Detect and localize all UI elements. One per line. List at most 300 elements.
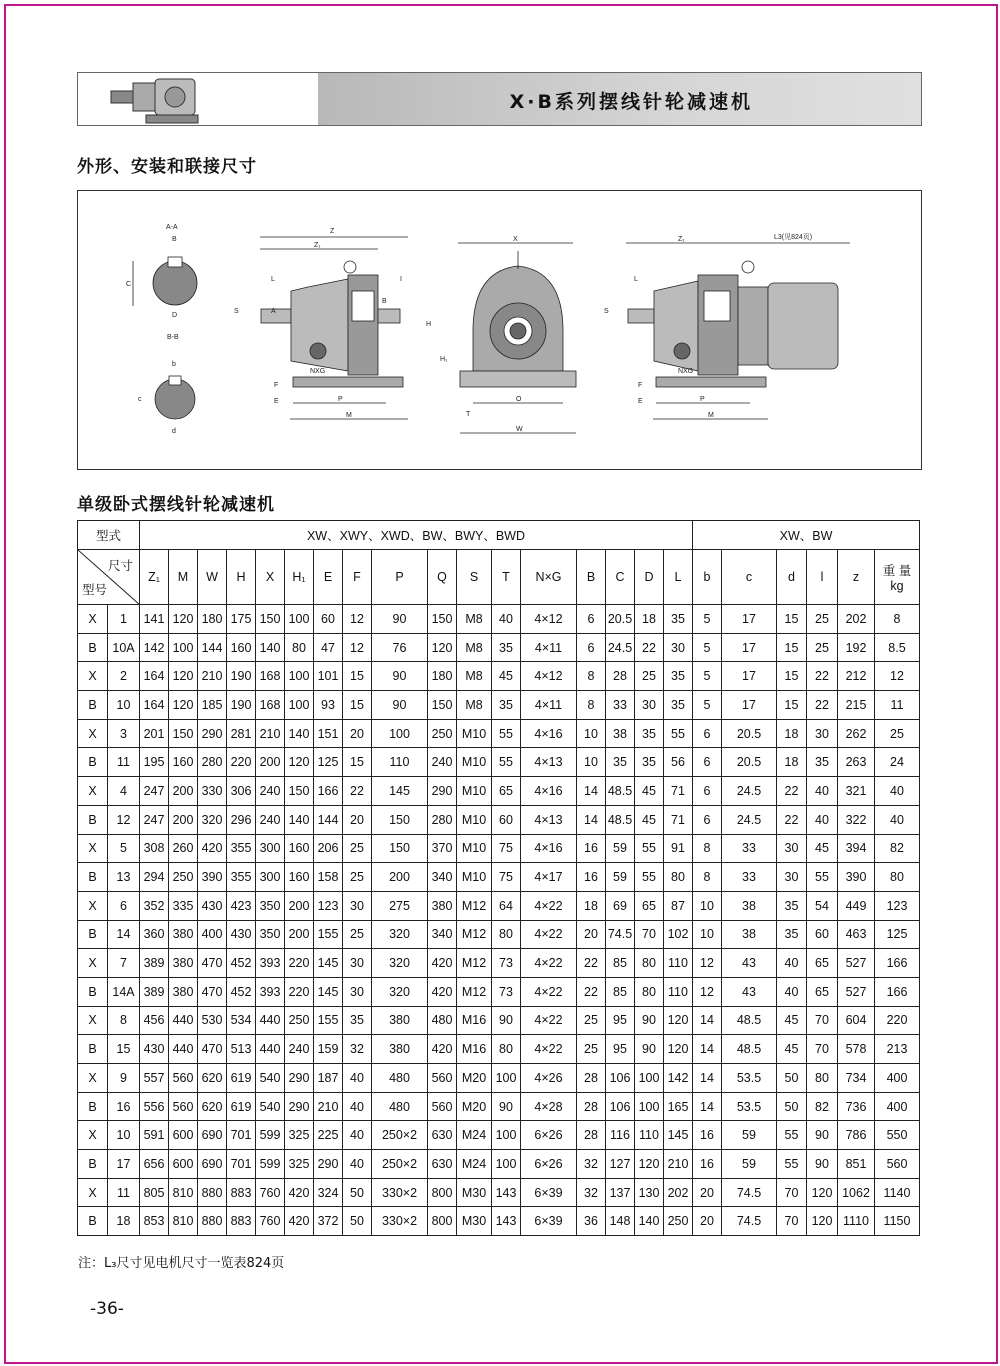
table-cell: B bbox=[78, 1092, 108, 1121]
table-cell: 28 bbox=[606, 662, 635, 691]
table-cell: 40 bbox=[777, 977, 807, 1006]
svg-text:d: d bbox=[172, 428, 176, 435]
table-cell: 120 bbox=[169, 662, 198, 691]
table-cell: 296 bbox=[227, 805, 256, 834]
svg-text:L3(见824页): L3(见824页) bbox=[774, 234, 813, 241]
table-cell: 24 bbox=[875, 748, 920, 777]
table-cell: 65 bbox=[807, 949, 838, 978]
side-view-drawing bbox=[234, 228, 408, 419]
table-cell: 76 bbox=[372, 633, 428, 662]
table-cell: 22 bbox=[777, 777, 807, 806]
table-cell: 220 bbox=[227, 748, 256, 777]
column-header: H bbox=[227, 550, 256, 605]
table-cell: 123 bbox=[875, 891, 920, 920]
table-cell: M10 bbox=[457, 863, 492, 892]
table-cell: 87 bbox=[664, 891, 693, 920]
table-cell: 290 bbox=[285, 1064, 314, 1093]
table-cell: 540 bbox=[256, 1064, 285, 1093]
table-row bbox=[78, 1150, 920, 1179]
table-cell: B bbox=[78, 920, 108, 949]
table-cell: 250 bbox=[169, 863, 198, 892]
table-cell: 24.5 bbox=[722, 805, 777, 834]
table-cell: 164 bbox=[140, 691, 169, 720]
table-cell: B bbox=[78, 633, 108, 662]
table-cell: 452 bbox=[227, 977, 256, 1006]
table-cell: 16 bbox=[577, 863, 606, 892]
column-header: B bbox=[577, 550, 606, 605]
table-cell: 80 bbox=[635, 949, 664, 978]
table-cell: 20 bbox=[693, 1207, 722, 1236]
diagonal-header-cell bbox=[78, 550, 140, 605]
svg-text:F: F bbox=[638, 382, 643, 389]
table-cell: M8 bbox=[457, 633, 492, 662]
table-cell: 389 bbox=[140, 977, 169, 1006]
svg-text:B: B bbox=[172, 236, 177, 243]
table-cell: 120 bbox=[664, 1006, 693, 1035]
table-row bbox=[78, 863, 920, 892]
table-cell: 40 bbox=[343, 1150, 372, 1179]
table-cell: 440 bbox=[256, 1006, 285, 1035]
table-cell: 560 bbox=[428, 1092, 457, 1121]
table-cell: 40 bbox=[343, 1121, 372, 1150]
table-cell: 159 bbox=[314, 1035, 343, 1064]
svg-text:F: F bbox=[274, 382, 279, 389]
table-cell: M10 bbox=[457, 748, 492, 777]
table-cell: 45 bbox=[777, 1006, 807, 1035]
table-cell: 420 bbox=[428, 977, 457, 1006]
table-cell: 110 bbox=[664, 949, 693, 978]
table-cell: 90 bbox=[492, 1092, 521, 1121]
table-cell: 321 bbox=[838, 777, 875, 806]
table-cell: 100 bbox=[169, 633, 198, 662]
table-cell: 5 bbox=[693, 691, 722, 720]
table-cell: 12 bbox=[693, 949, 722, 978]
column-header: Q bbox=[428, 550, 457, 605]
column-header: d bbox=[777, 550, 807, 605]
table-cell: 20 bbox=[577, 920, 606, 949]
table-cell: 137 bbox=[606, 1178, 635, 1207]
table-cell: 91 bbox=[664, 834, 693, 863]
table-cell: 262 bbox=[838, 719, 875, 748]
table-cell: 12 bbox=[343, 605, 372, 634]
table-cell: 600 bbox=[169, 1150, 198, 1179]
header-title: X·B系列摆线针轮减速机 bbox=[509, 91, 753, 113]
table-cell: 168 bbox=[256, 691, 285, 720]
table-cell: 100 bbox=[635, 1064, 664, 1093]
table-cell: 100 bbox=[372, 719, 428, 748]
type-label: 型式 bbox=[78, 521, 140, 550]
table-cell: 28 bbox=[577, 1064, 606, 1093]
table-cell: 420 bbox=[285, 1207, 314, 1236]
table-cell: 560 bbox=[169, 1064, 198, 1093]
svg-text:M: M bbox=[708, 412, 714, 419]
table-cell: 85 bbox=[606, 949, 635, 978]
table-cell: 220 bbox=[875, 1006, 920, 1035]
table-cell: 185 bbox=[198, 691, 227, 720]
table-cell: 213 bbox=[875, 1035, 920, 1064]
table-cell: 619 bbox=[227, 1064, 256, 1093]
table-cell: 123 bbox=[314, 891, 343, 920]
table-cell: 82 bbox=[807, 1092, 838, 1121]
table-cell: B bbox=[78, 1035, 108, 1064]
table-cell: 45 bbox=[777, 1035, 807, 1064]
table-cell: 206 bbox=[314, 834, 343, 863]
column-header: C bbox=[606, 550, 635, 605]
table-cell: 280 bbox=[428, 805, 457, 834]
table-cell: 8 bbox=[693, 834, 722, 863]
table-cell: 35 bbox=[664, 605, 693, 634]
table-cell: 8 bbox=[108, 1006, 140, 1035]
table-cell: 340 bbox=[428, 920, 457, 949]
table-cell: 325 bbox=[285, 1150, 314, 1179]
table-cell: 17 bbox=[108, 1150, 140, 1179]
table-cell: 120 bbox=[664, 1035, 693, 1064]
table-cell: 20 bbox=[343, 719, 372, 748]
table-cell: 100 bbox=[635, 1092, 664, 1121]
table-cell: 215 bbox=[838, 691, 875, 720]
table-cell: 32 bbox=[577, 1150, 606, 1179]
table-cell: 620 bbox=[198, 1064, 227, 1093]
column-header: T bbox=[492, 550, 521, 605]
table-cell: 4×22 bbox=[521, 920, 577, 949]
column-header: H₁ bbox=[285, 550, 314, 605]
table-cell: 320 bbox=[198, 805, 227, 834]
table-cell: M30 bbox=[457, 1207, 492, 1236]
table-cell: 175 bbox=[227, 605, 256, 634]
table-cell: 390 bbox=[198, 863, 227, 892]
table-cell: M20 bbox=[457, 1092, 492, 1121]
table-cell: 300 bbox=[256, 834, 285, 863]
table-cell: 1140 bbox=[875, 1178, 920, 1207]
table-cell: 1062 bbox=[838, 1178, 875, 1207]
table-row bbox=[78, 1035, 920, 1064]
table-cell: 106 bbox=[606, 1092, 635, 1121]
table-cell: 423 bbox=[227, 891, 256, 920]
table-cell: 55 bbox=[777, 1150, 807, 1179]
table-cell: 120 bbox=[807, 1178, 838, 1207]
table-cell: 883 bbox=[227, 1178, 256, 1207]
column-header: S bbox=[457, 550, 492, 605]
section-aa-drawing bbox=[126, 224, 197, 435]
table-cell: X bbox=[78, 1064, 108, 1093]
table-cell: 30 bbox=[343, 891, 372, 920]
table-cell: 400 bbox=[875, 1092, 920, 1121]
table-cell: 810 bbox=[169, 1178, 198, 1207]
table-cell: M10 bbox=[457, 805, 492, 834]
table-cell: 690 bbox=[198, 1121, 227, 1150]
table-cell: 210 bbox=[664, 1150, 693, 1179]
table-cell: 144 bbox=[198, 633, 227, 662]
column-header: W bbox=[198, 550, 227, 605]
column-header: F bbox=[343, 550, 372, 605]
table-cell: 322 bbox=[838, 805, 875, 834]
table-cell: M16 bbox=[457, 1006, 492, 1035]
table-cell: 240 bbox=[428, 748, 457, 777]
table-cell: 10 bbox=[693, 891, 722, 920]
table-cell: 17 bbox=[722, 605, 777, 634]
svg-text:B: B bbox=[382, 298, 387, 305]
table-cell: 166 bbox=[875, 949, 920, 978]
table-cell: 11 bbox=[108, 1178, 140, 1207]
table-cell: 225 bbox=[314, 1121, 343, 1150]
table-cell: 480 bbox=[372, 1064, 428, 1093]
table-cell: 10 bbox=[108, 691, 140, 720]
table-row bbox=[78, 1178, 920, 1207]
table-cell: 6×26 bbox=[521, 1150, 577, 1179]
table-cell: 38 bbox=[606, 719, 635, 748]
table-cell: M8 bbox=[457, 662, 492, 691]
table-cell: 308 bbox=[140, 834, 169, 863]
table-cell: 10 bbox=[577, 748, 606, 777]
table-cell: 320 bbox=[372, 949, 428, 978]
table-cell: 15 bbox=[777, 662, 807, 691]
weight-header bbox=[875, 550, 920, 605]
table-cell: 851 bbox=[838, 1150, 875, 1179]
dimension-table bbox=[77, 520, 920, 1236]
table-cell: 71 bbox=[664, 777, 693, 806]
table-cell: 560 bbox=[428, 1064, 457, 1093]
table-cell: 35 bbox=[635, 748, 664, 777]
table-cell: 656 bbox=[140, 1150, 169, 1179]
table-cell: 800 bbox=[428, 1207, 457, 1236]
table-cell: 11 bbox=[875, 691, 920, 720]
table-cell: 190 bbox=[227, 691, 256, 720]
table-cell: B bbox=[78, 748, 108, 777]
table-cell: 166 bbox=[875, 977, 920, 1006]
table-cell: 16 bbox=[693, 1150, 722, 1179]
table-cell: 180 bbox=[198, 605, 227, 634]
table-cell: 550 bbox=[875, 1121, 920, 1150]
table-cell: 32 bbox=[577, 1178, 606, 1207]
column-header: L bbox=[664, 550, 693, 605]
svg-text:P: P bbox=[338, 396, 343, 403]
section-title-table: 单级卧式摆线针轮减速机 bbox=[77, 495, 275, 515]
table-cell: 25 bbox=[343, 920, 372, 949]
model-label: 型号 bbox=[82, 583, 108, 597]
table-cell: 100 bbox=[285, 691, 314, 720]
table-cell: 18 bbox=[635, 605, 664, 634]
table-cell: 95 bbox=[606, 1035, 635, 1064]
table-cell: 43 bbox=[722, 977, 777, 1006]
table-cell: B bbox=[78, 1207, 108, 1236]
table-cell: 60 bbox=[492, 805, 521, 834]
table-cell: 6 bbox=[577, 605, 606, 634]
table-cell: 275 bbox=[372, 891, 428, 920]
table-cell: 4 bbox=[108, 777, 140, 806]
table-row bbox=[78, 805, 920, 834]
table-cell: 150 bbox=[428, 605, 457, 634]
table-cell: 4×13 bbox=[521, 748, 577, 777]
table-cell: 430 bbox=[198, 891, 227, 920]
reducer-thumbnail-icon bbox=[106, 72, 236, 126]
table-row bbox=[78, 949, 920, 978]
table-cell: 74.5 bbox=[722, 1207, 777, 1236]
table-cell: 143 bbox=[492, 1178, 521, 1207]
table-cell: 456 bbox=[140, 1006, 169, 1035]
table-cell: 6 bbox=[108, 891, 140, 920]
table-row bbox=[78, 1006, 920, 1035]
svg-text:c: c bbox=[138, 396, 142, 403]
svg-text:b: b bbox=[172, 361, 176, 368]
table-cell: 59 bbox=[606, 834, 635, 863]
table-cell: 25 bbox=[343, 834, 372, 863]
table-cell: 212 bbox=[838, 662, 875, 691]
table-cell: 141 bbox=[140, 605, 169, 634]
table-cell: 6×39 bbox=[521, 1178, 577, 1207]
table-cell: 28 bbox=[577, 1092, 606, 1121]
table-cell: 600 bbox=[169, 1121, 198, 1150]
table-cell: 35 bbox=[807, 748, 838, 777]
table-cell: 220 bbox=[285, 949, 314, 978]
table-cell: 160 bbox=[285, 863, 314, 892]
table-cell: 200 bbox=[169, 777, 198, 806]
table-cell: 45 bbox=[635, 777, 664, 806]
table-cell: 35 bbox=[343, 1006, 372, 1035]
table-cell: 148 bbox=[606, 1207, 635, 1236]
table-cell: 102 bbox=[664, 920, 693, 949]
table-cell: 140 bbox=[256, 633, 285, 662]
table-cell: 324 bbox=[314, 1178, 343, 1207]
svg-text:X: X bbox=[513, 236, 518, 243]
table-cell: 8 bbox=[875, 605, 920, 634]
table-cell: 14 bbox=[108, 920, 140, 949]
table-cell: 130 bbox=[635, 1178, 664, 1207]
table-cell: 90 bbox=[635, 1035, 664, 1064]
table-cell: 4×28 bbox=[521, 1092, 577, 1121]
table-cell: 250 bbox=[285, 1006, 314, 1035]
table-cell: 145 bbox=[314, 949, 343, 978]
table-cell: 116 bbox=[606, 1121, 635, 1150]
table-cell: 180 bbox=[428, 662, 457, 691]
table-cell: 95 bbox=[606, 1006, 635, 1035]
table-cell: M12 bbox=[457, 920, 492, 949]
table-cell: 393 bbox=[256, 977, 285, 1006]
table-cell: 540 bbox=[256, 1092, 285, 1121]
table-cell: 240 bbox=[256, 805, 285, 834]
footnote: 注：L₃尺寸见电机尺寸一览表824页 bbox=[78, 1256, 285, 1271]
table-cell: 59 bbox=[722, 1121, 777, 1150]
table-cell: 9 bbox=[108, 1064, 140, 1093]
table-cell: 40 bbox=[343, 1092, 372, 1121]
table-cell: 22 bbox=[343, 777, 372, 806]
table-cell: 40 bbox=[777, 949, 807, 978]
table-cell: 734 bbox=[838, 1064, 875, 1093]
table-cell: X bbox=[78, 719, 108, 748]
table-cell: 6 bbox=[693, 719, 722, 748]
table-cell: 16 bbox=[108, 1092, 140, 1121]
svg-text:P: P bbox=[700, 396, 705, 403]
svg-text:C: C bbox=[126, 281, 132, 288]
table-cell: M12 bbox=[457, 891, 492, 920]
table-cell: 18 bbox=[777, 719, 807, 748]
table-cell: 120 bbox=[169, 691, 198, 720]
table-cell: B bbox=[78, 863, 108, 892]
table-cell: 11 bbox=[108, 748, 140, 777]
table-cell: X bbox=[78, 949, 108, 978]
table-cell: M20 bbox=[457, 1064, 492, 1093]
table-cell: 53.5 bbox=[722, 1092, 777, 1121]
table-cell: 120 bbox=[285, 748, 314, 777]
table-cell: 420 bbox=[428, 949, 457, 978]
table-cell: 64 bbox=[492, 891, 521, 920]
table-cell: 12 bbox=[343, 633, 372, 662]
table-cell: 54 bbox=[807, 891, 838, 920]
table-cell: 6×26 bbox=[521, 1121, 577, 1150]
table-cell: 15 bbox=[777, 633, 807, 662]
table-cell: 4×22 bbox=[521, 949, 577, 978]
table-cell: 210 bbox=[198, 662, 227, 691]
table-cell: 55 bbox=[777, 1121, 807, 1150]
table-cell: 4×13 bbox=[521, 805, 577, 834]
svg-text:T: T bbox=[466, 411, 471, 418]
table-cell: 100 bbox=[285, 662, 314, 691]
table-row bbox=[78, 834, 920, 863]
table-cell: X bbox=[78, 1121, 108, 1150]
table-cell: 325 bbox=[285, 1121, 314, 1150]
table-cell: 110 bbox=[635, 1121, 664, 1150]
table-cell: M24 bbox=[457, 1121, 492, 1150]
table-cell: 527 bbox=[838, 977, 875, 1006]
table-cell: 40 bbox=[875, 777, 920, 806]
table-cell: 80 bbox=[875, 863, 920, 892]
table-cell: 30 bbox=[777, 863, 807, 892]
table-cell: 527 bbox=[838, 949, 875, 978]
table-cell: 65 bbox=[807, 977, 838, 1006]
table-cell: 192 bbox=[838, 633, 875, 662]
table-cell: 145 bbox=[664, 1121, 693, 1150]
svg-text:NXG: NXG bbox=[310, 368, 326, 375]
table-cell: 70 bbox=[777, 1178, 807, 1207]
table-cell: 18 bbox=[108, 1207, 140, 1236]
table-cell: 604 bbox=[838, 1006, 875, 1035]
table-cell: 16 bbox=[693, 1121, 722, 1150]
table-cell: 13 bbox=[108, 863, 140, 892]
table-cell: 452 bbox=[227, 949, 256, 978]
table-row bbox=[78, 1121, 920, 1150]
table-cell: 4×16 bbox=[521, 777, 577, 806]
table-cell: 100 bbox=[492, 1150, 521, 1179]
table-cell: 160 bbox=[169, 748, 198, 777]
table-cell: 355 bbox=[227, 834, 256, 863]
table-cell: 22 bbox=[807, 691, 838, 720]
table-cell: 25 bbox=[577, 1035, 606, 1064]
table-cell: 4×26 bbox=[521, 1064, 577, 1093]
table-cell: 145 bbox=[372, 777, 428, 806]
table-cell: 140 bbox=[285, 805, 314, 834]
table-cell: 166 bbox=[314, 777, 343, 806]
table-cell: 335 bbox=[169, 891, 198, 920]
table-cell: 127 bbox=[606, 1150, 635, 1179]
table-cell: 619 bbox=[227, 1092, 256, 1121]
table-cell: 805 bbox=[140, 1178, 169, 1207]
table-cell: 630 bbox=[428, 1121, 457, 1150]
table-cell: 155 bbox=[314, 1006, 343, 1035]
table-cell: 394 bbox=[838, 834, 875, 863]
table-cell: 55 bbox=[635, 834, 664, 863]
table-cell: 30 bbox=[343, 949, 372, 978]
table-cell: 15 bbox=[343, 691, 372, 720]
table-cell: 210 bbox=[256, 719, 285, 748]
table-cell: 25 bbox=[343, 863, 372, 892]
svg-text:H: H bbox=[426, 321, 432, 328]
front-view-drawing bbox=[426, 236, 576, 433]
table-cell: 158 bbox=[314, 863, 343, 892]
table-row bbox=[78, 662, 920, 691]
table-cell: 1150 bbox=[875, 1207, 920, 1236]
table-cell: 8 bbox=[577, 662, 606, 691]
column-header: M bbox=[169, 550, 198, 605]
table-cell: 20 bbox=[693, 1178, 722, 1207]
